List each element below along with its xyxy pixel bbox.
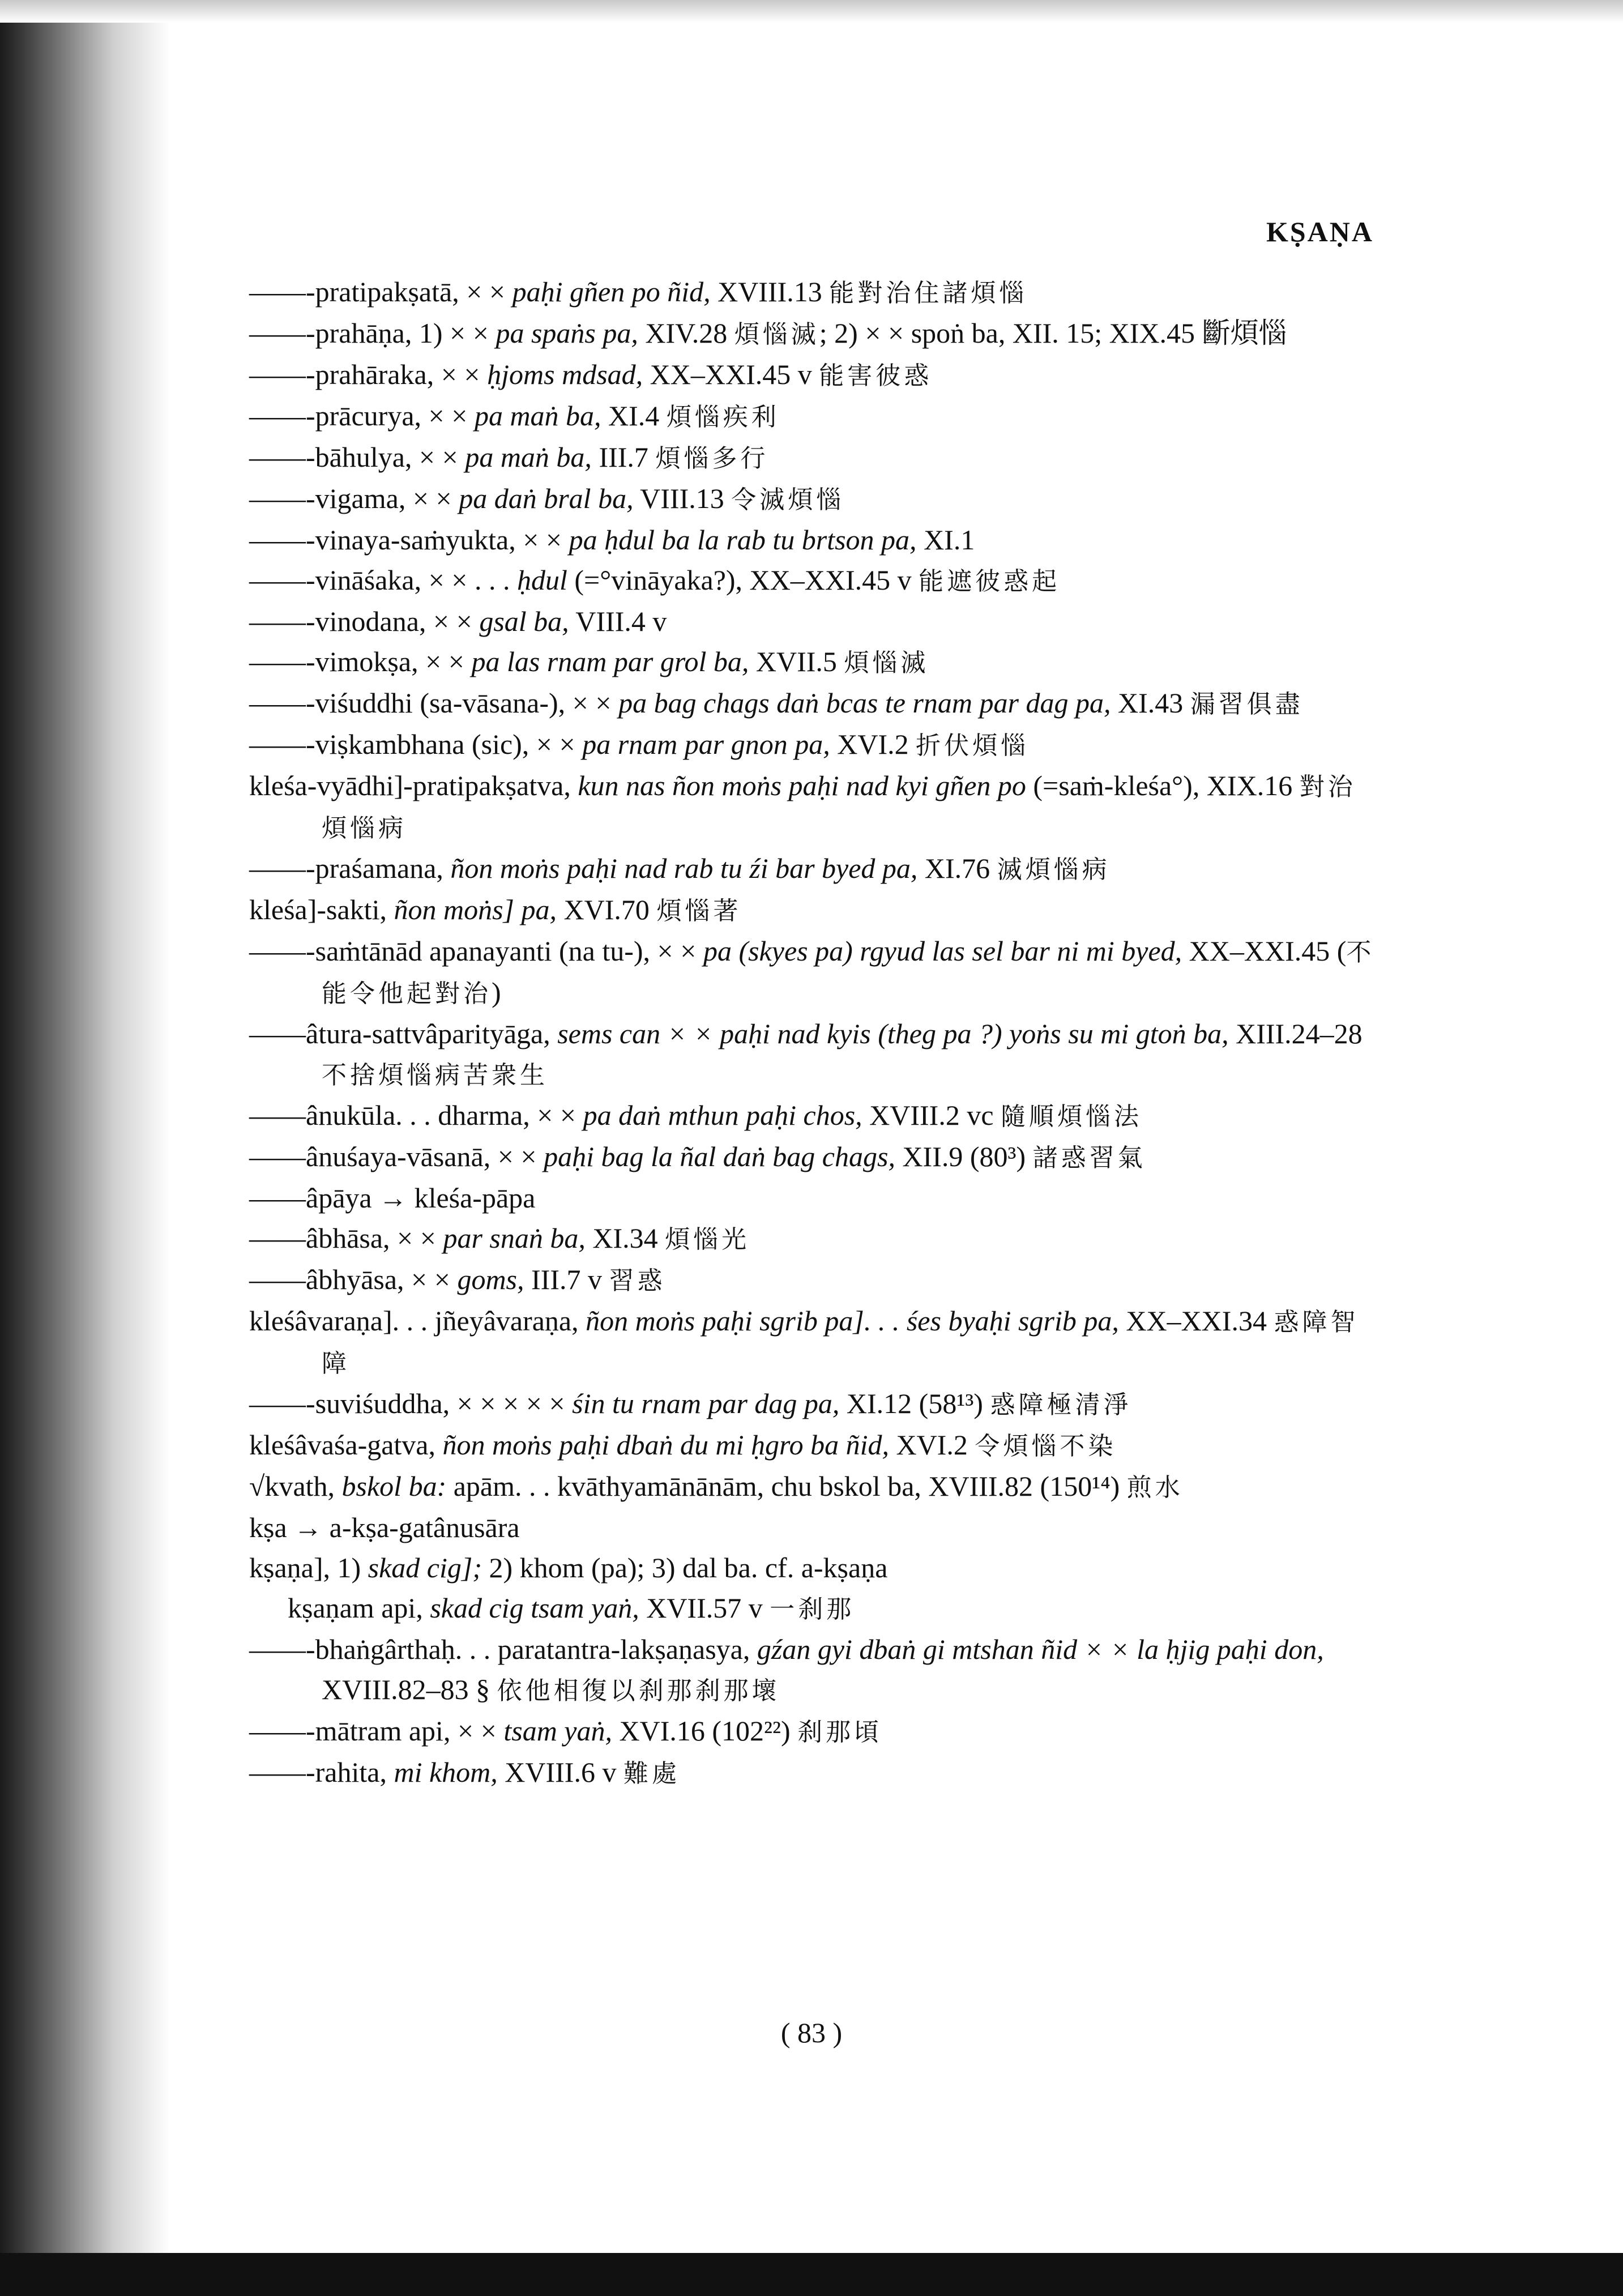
reference: apām. . . kvāthyamānānām, chu bskol ba, XVIII.82 (150¹⁴) (446, 1470, 1127, 1502)
entry-continuation: ) (492, 976, 501, 1008)
tibetan-equivalent: gsal ba, (479, 605, 569, 637)
chinese-equivalent: 煎水 (1126, 1473, 1184, 1502)
headword: ——-praśamana, (249, 852, 451, 884)
dictionary-entry (249, 931, 1376, 1014)
tibetan-equivalent: tsam yaṅ, (503, 1715, 612, 1747)
headword: ——ânukūla. . . dharma, × × (249, 1099, 583, 1131)
chinese-equivalent: 滅煩惱病 (997, 855, 1111, 884)
tibetan-equivalent: pa spaṅs pa, (496, 317, 638, 349)
chinese-equivalent: 不能令他起對治 (322, 938, 1375, 1008)
chinese-equivalent: 不捨煩惱病苦衆生 (322, 1061, 548, 1090)
chinese-equivalent: 漏習俱盡 (1190, 690, 1304, 719)
dictionary-entry (249, 1629, 1376, 1711)
chinese-equivalent: 能對治住諸煩惱 (829, 279, 1028, 308)
dictionary-entry (249, 1548, 1376, 1588)
tibetan-equivalent: ñon moṅs paḥi sgrib pa]. . . śes byaḥi sgrib pa, (586, 1305, 1119, 1337)
chinese-equivalent: 煩惱光 (665, 1225, 750, 1254)
chinese-equivalent: 刹那頃 (797, 1718, 883, 1747)
headword: ——âbhāsa, × × (249, 1222, 443, 1254)
chinese-equivalent: 能遮彼惑起 (919, 567, 1061, 596)
headword: ——-prācurya, × × (249, 400, 475, 432)
tibetan-equivalent: ñon moṅs paḥi dbaṅ du mi ḥgro ba ñid, (442, 1429, 889, 1461)
reference: XX–XXI.45 ( (1182, 935, 1347, 967)
reference: XI.1 (916, 524, 975, 556)
reference: XIV.28 (638, 317, 734, 349)
dictionary-entry (249, 355, 1376, 396)
reference: XI.12 (58¹³) (839, 1388, 990, 1419)
reference: XVI.2 (830, 728, 916, 760)
tibetan-equivalent: pa las rnam par grol ba, (471, 646, 749, 677)
tibetan-equivalent: pa (skyes pa) rgyud las sel bar ni mi byed, (703, 935, 1182, 967)
chinese-equivalent: 惑障極清淨 (990, 1390, 1132, 1419)
reference: XVII.5 (749, 646, 844, 677)
headword: ——-viṣkambhana (sic), × × (249, 728, 583, 760)
reference: XIII.24–28 (1228, 1018, 1363, 1049)
dictionary-entry (249, 1711, 1376, 1752)
chinese-equivalent: 折伏煩惱 (916, 731, 1030, 760)
dictionary-entry (249, 396, 1376, 437)
dictionary-entry (249, 437, 1376, 479)
tibetan-equivalent: skad cig]; (368, 1552, 482, 1584)
tibetan-equivalent: paḥi bag la ñal daṅ bag chags, (544, 1141, 895, 1172)
headword: ——âpāya → kleśa-pāpa (249, 1182, 536, 1214)
chinese-equivalent: 一刹那 (770, 1595, 855, 1624)
headword: ——-vinodana, × × (249, 605, 480, 637)
chinese-equivalent: 能害彼惑 (819, 361, 933, 390)
tibetan-equivalent: ñon moṅs] pa, (394, 894, 557, 925)
chinese-equivalent: 煩惱滅 (844, 648, 929, 677)
reference: XI.43 (1111, 687, 1190, 719)
page-number: ( 83 ) (780, 2017, 843, 2049)
dictionary-entry (249, 1260, 1376, 1301)
reference: XVI.2 (889, 1429, 975, 1461)
dictionary-entry (249, 520, 1376, 560)
headword: ——-saṁtānād apanayanti (na tu-), × × (249, 935, 703, 967)
chinese-equivalent: 隨順煩惱法 (1001, 1102, 1143, 1131)
reference: XX–XXI.34 (1118, 1305, 1274, 1337)
dictionary-entry (249, 601, 1376, 642)
reference: (=saṁ-kleśa°), XIX.16 (1026, 770, 1300, 801)
reference: XII.9 (80³) (895, 1141, 1033, 1172)
tibetan-equivalent: śin tu rnam par dag pa, (572, 1388, 840, 1419)
headword: ——-pratipakṣatā, × × (249, 276, 512, 308)
headword: ——-bāhulya, × × (249, 441, 465, 473)
reference: (=°vināyaka?), XX–XXI.45 v (567, 564, 919, 596)
headword: √kvath, (249, 1470, 342, 1502)
dictionary-entry (249, 479, 1376, 520)
tibetan-equivalent: goms, (457, 1264, 524, 1295)
dictionary-entry (249, 1466, 1376, 1508)
tibetan-equivalent: par snaṅ ba, (443, 1222, 586, 1254)
headword: ——ânuśaya-vāsanā, × × (249, 1141, 544, 1172)
chinese-equivalent: 對治煩惱病 (322, 773, 1356, 843)
tibetan-equivalent: pa daṅ bral ba, (459, 483, 634, 514)
headword: ——-prahāṇa, 1) × × (249, 317, 496, 349)
dictionary-entry (249, 313, 1376, 355)
headword: ——-rahita, (249, 1756, 394, 1788)
headword: kṣa → a-kṣa-gatânusāra (249, 1512, 520, 1543)
dictionary-entry (249, 1508, 1376, 1548)
headword: kṣaṇam api, (288, 1592, 430, 1624)
dictionary-entry (249, 560, 1376, 601)
chinese-equivalent: 難處 (623, 1759, 680, 1788)
dictionary-entry (249, 1218, 1376, 1260)
tibetan-equivalent: kun nas ñon moṅs paḥi nad kyi gñen po (578, 770, 1026, 801)
tibetan-equivalent: ḥjoms mdsad, (487, 359, 643, 390)
headword: ——âtura-sattvâparityāga, (249, 1018, 558, 1049)
headword: ——-viśuddhi (sa-vāsana-), × × (249, 687, 619, 719)
chinese-equivalent: 煩惱多行 (655, 444, 769, 473)
tibetan-equivalent: sems can × × paḥi nad kyis (theg pa ?) yoṅs su mi gtoṅ ba, (557, 1018, 1229, 1049)
dictionary-entry (249, 724, 1376, 766)
headword: kṣaṇa], 1) (249, 1552, 368, 1584)
dictionary-entry (249, 890, 1376, 931)
tibetan-equivalent: gźan gyi dbaṅ gi mtshan ñid × × la ḥjig paḥi don, (757, 1633, 1324, 1665)
running-head: KṢAṆA (1266, 216, 1374, 247)
dictionary-entry (249, 642, 1376, 683)
chinese-equivalent: 令煩惱不染 (975, 1432, 1117, 1461)
dictionary-entry (249, 1588, 1376, 1629)
reference: XVII.57 v (639, 1592, 770, 1624)
reference: III.7 (591, 441, 656, 473)
dictionary-entry (249, 1425, 1376, 1466)
reference: VIII.4 v (569, 605, 667, 637)
tibetan-equivalent: pa maṅ ba, (465, 441, 592, 473)
dictionary-entry (249, 272, 1376, 313)
chinese-equivalent: 依他相復以刹那刹那壞 (497, 1676, 780, 1705)
dictionary-entry (249, 1178, 1376, 1218)
chinese-equivalent: 諸惑習氣 (1032, 1143, 1146, 1172)
tibetan-equivalent: paḥi gñen po ñid, (512, 276, 711, 308)
reference: XVIII.13 (710, 276, 830, 308)
headword: ——-vigama, × × (249, 483, 459, 514)
chinese-equivalent: 煩惱著 (656, 897, 742, 925)
dictionary-entry (249, 766, 1376, 848)
dictionary-entry (249, 1752, 1376, 1794)
dictionary-entry (249, 1137, 1376, 1178)
entry-list (249, 272, 1376, 1794)
reference: XVI.16 (102²²) (612, 1715, 798, 1747)
headword: ——-vināśaka, × × . . . (249, 564, 517, 596)
chinese-equivalent: 習惑 (609, 1266, 666, 1295)
tibetan-equivalent: skad cig tsam yaṅ, (430, 1592, 639, 1624)
tibetan-equivalent: pa maṅ ba, (474, 400, 601, 432)
reference: XVI.70 (557, 894, 657, 925)
reference: XVIII.2 vc (862, 1099, 1001, 1131)
headword: kleśa-vyādhi]-pratipakṣatva, (249, 770, 578, 801)
dictionary-entry (249, 1384, 1376, 1425)
headword: ——-mātram api, × × (249, 1715, 504, 1747)
reference: XVIII.6 v (497, 1756, 623, 1788)
scan-top-shadow (0, 0, 1623, 23)
tibetan-equivalent: mi khom, (394, 1756, 498, 1788)
tibetan-equivalent: bskol ba: (341, 1470, 447, 1502)
dictionary-entry (249, 1301, 1376, 1384)
tibetan-equivalent: pa bag chags daṅ bcas te rnam par dag pa, (618, 687, 1111, 719)
dictionary-entry (249, 683, 1376, 724)
headword: kleśâvaśa-gatva, (249, 1429, 443, 1461)
reference: III.7 v (524, 1264, 609, 1295)
chinese-equivalent: 煩惱滅 (734, 320, 819, 349)
reference: XI.76 (917, 852, 997, 884)
dictionary-entry (249, 848, 1376, 890)
headword: kleśâvaraṇa]. . . jñeyâvaraṇa, (249, 1305, 586, 1337)
headword: ——âbhyāsa, × × (249, 1264, 458, 1295)
headword: ——-bhaṅgârthaḥ. . . paratantra-lakṣaṇasya, (249, 1633, 757, 1665)
reference: XVIII.82–83 § (322, 1674, 497, 1705)
dictionary-entry (249, 1095, 1376, 1137)
dictionary-entry (249, 1014, 1376, 1095)
headword: ——-vimokṣa, × × (249, 646, 472, 677)
tibetan-equivalent: pa ḥdul ba la rab tu brtson pa, (569, 524, 917, 556)
headword: ——-vinaya-saṁyukta, × × (249, 524, 569, 556)
tibetan-equivalent: pa daṅ mthun paḥi chos, (583, 1099, 862, 1131)
headword: ——-prahāraka, × × (249, 359, 488, 390)
chinese-equivalent: 惑障智障 (322, 1308, 1359, 1378)
chinese-equivalent: 煩惱疾利 (666, 403, 780, 432)
reference: 2) khom (pa); 3) dal ba. cf. a-kṣaṇa (482, 1552, 888, 1584)
tibetan-equivalent: ñon moṅs paḥi nad rab tu źi bar byed pa, (450, 852, 918, 884)
scan-bottom-edge (0, 2253, 1623, 2296)
tibetan-equivalent: ḥdul (516, 564, 567, 596)
reference: XI.4 (601, 400, 667, 432)
entry-continuation: ; 2) × × spoṅ ba, XII. 15; XIX.45 斷煩惱 (819, 317, 1287, 349)
reference: XX–XXI.45 v (643, 359, 819, 390)
tibetan-equivalent: pa rnam par gnon pa, (582, 728, 830, 760)
headword: ——-suviśuddha, × × × × × (249, 1388, 573, 1419)
headword: kleśa]-sakti, (249, 894, 394, 925)
chinese-equivalent: 令滅煩惱 (731, 485, 845, 514)
scan-gutter-shadow (0, 0, 170, 2296)
reference: VIII.13 (633, 483, 732, 514)
reference: XI.34 (585, 1222, 665, 1254)
